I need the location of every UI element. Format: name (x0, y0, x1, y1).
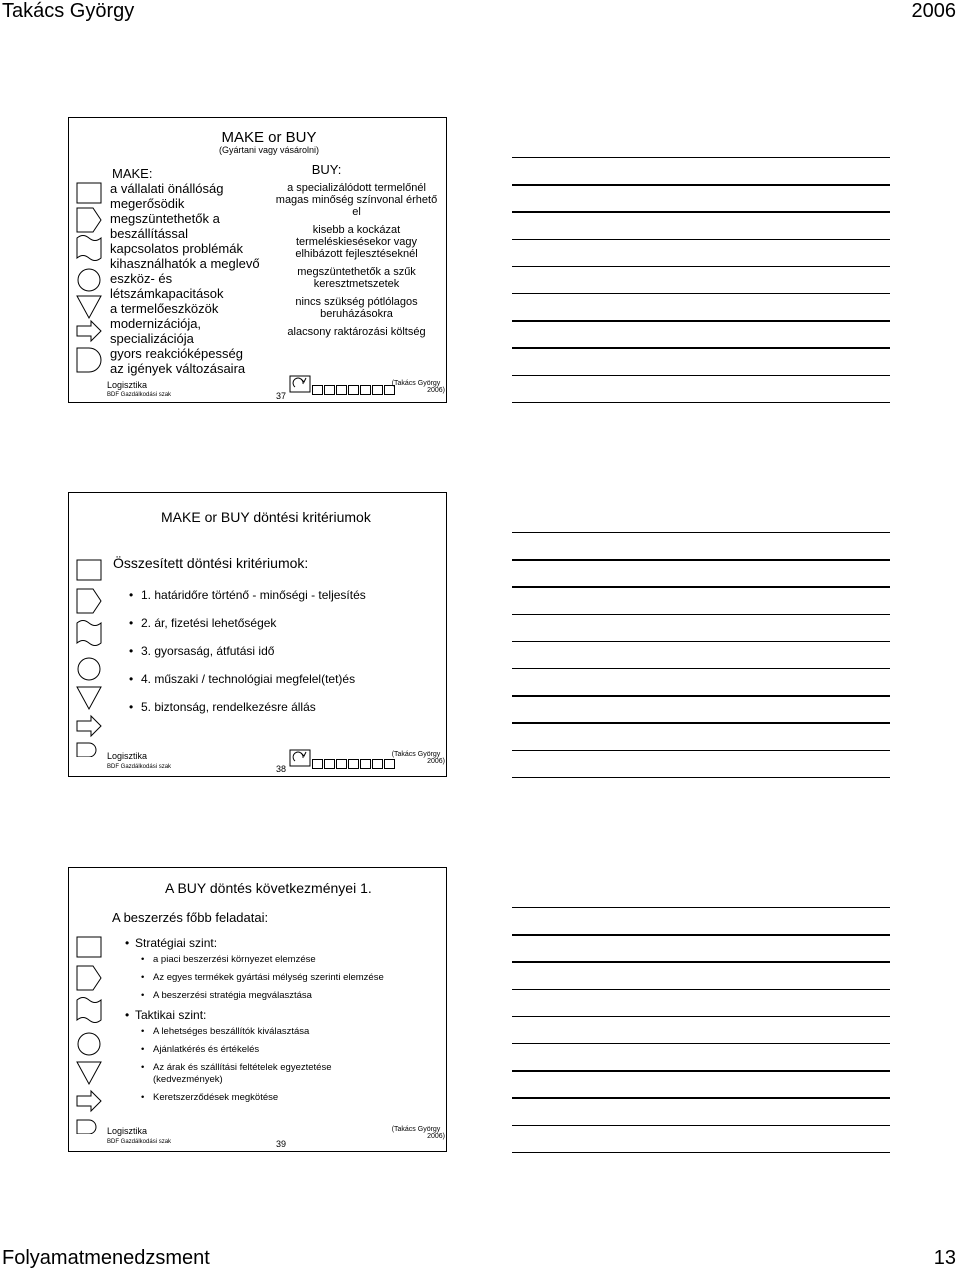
slide-page-number: 39 (276, 1139, 287, 1149)
slide-title: MAKE or BUY döntési kritériumok (161, 509, 371, 525)
list-item: • a piaci beszerzési környezet elemzése (141, 954, 445, 966)
list-item: • Az árak és szállítási feltételek egyeztetése (kedvezmények) (141, 1062, 371, 1086)
buy-item: alacsony raktározási költség (287, 326, 426, 338)
list-item: • 3. gyorsaság, átfutási idő (129, 637, 366, 665)
notes-line (512, 559, 890, 560)
slide-title: A BUY döntés következményei 1. (165, 880, 372, 896)
notes-line (512, 777, 890, 778)
nav-icons (289, 375, 311, 398)
notes-line (512, 184, 890, 185)
list-item: • 1. határidőre történő - minőségi - teljesítés (129, 581, 366, 609)
slide-page-number: 38 (276, 764, 287, 774)
page-header-author: Takács György (2, 0, 135, 22)
slide-footer-author (387, 1126, 445, 1140)
notes-line (512, 750, 890, 751)
recycle-icon (289, 749, 311, 767)
notes-line (512, 320, 890, 321)
nav-icons (289, 749, 311, 772)
notes-line (512, 293, 890, 294)
tasks-list (125, 936, 445, 1104)
list-item: • 5. biztonság, rendelkezésre állás (129, 693, 366, 721)
checkbox-row (312, 756, 396, 774)
notes-line (512, 641, 890, 642)
notes-line (512, 532, 890, 533)
list-heading-strategic: • Stratégiai szint: (125, 936, 445, 951)
slide-footer-course: Logisztika (107, 751, 148, 761)
author-line: (Takács György (391, 751, 441, 758)
buy-column (274, 164, 439, 338)
author-year: 2006) (427, 387, 445, 394)
notes-line (512, 1016, 890, 1017)
notes-line (512, 1152, 890, 1153)
notes-line (512, 157, 890, 158)
slide-footer-course: Logisztika (107, 380, 148, 390)
slide-38 (68, 492, 447, 777)
slide-title: MAKE or BUY (221, 129, 317, 146)
notes-line (512, 961, 890, 962)
slide-37 (68, 117, 447, 403)
list-item: • 4. műszaki / technológiai megfelel(tet)és (129, 665, 366, 693)
slide-footer-school: BDF Gazdálkodási szak (107, 764, 172, 770)
buy-item: megszüntethetők a szűk keresztmetszetek (297, 266, 416, 290)
list-item: • Az egyes termékek gyártási mélység szerinti elemzése (141, 972, 445, 984)
slide-footer-author (387, 380, 445, 394)
notes-line (512, 1125, 890, 1126)
slide-39 (68, 867, 447, 1152)
slide-subtitle: (Gyártani vagy vásárolni) (218, 145, 320, 155)
notes-line (512, 907, 890, 908)
page-footer-page-number: 13 (933, 1247, 956, 1269)
list-item: • A lehetséges beszállítók kiválasztása (141, 1026, 371, 1038)
slide-intro: A beszerzés főbb feladatai: (112, 910, 269, 925)
flowchart-shapes-icon (76, 180, 106, 376)
notes-line (512, 614, 890, 615)
list-item: • 2. ár, fizetési lehetőségek (129, 609, 366, 637)
list-heading-tactical: • Taktikai szint: (125, 1008, 445, 1023)
criteria-list (129, 581, 366, 721)
tactical-list (141, 1026, 371, 1104)
make-column (110, 166, 260, 376)
notes-line (512, 1070, 890, 1071)
list-item: • Keretszerződések megkötése (141, 1092, 371, 1104)
notes-line (512, 266, 890, 267)
make-item: a vállalati önállóság megerősödik (110, 181, 224, 211)
make-item: megszüntethetők a beszállítással kapcsolatos problémák (110, 211, 243, 256)
list-item: • Ajánlatkérés és értékelés (141, 1044, 371, 1056)
slide-footer-school: BDF Gazdálkodási szak (107, 1139, 172, 1145)
notes-line (512, 695, 890, 696)
checkbox-row (312, 382, 396, 400)
notes-line (512, 989, 890, 990)
make-item: gyors reakcióképesség az igények változásaira (110, 346, 246, 376)
notes-line (512, 239, 890, 240)
flowchart-shapes-icon (76, 557, 106, 757)
slide-intro: Összesített döntési kritériumok: (113, 555, 309, 571)
buy-item: kisebb a kockázat termeléskiesésekor vagy elhibázott fejlesztéseknél (295, 224, 418, 260)
slide-footer-author (387, 751, 445, 765)
page-header-year: 2006 (911, 0, 956, 22)
author-line: (Takács György (391, 1126, 441, 1133)
notes-line (512, 668, 890, 669)
buy-item: nincs szükség pótlólagos beruházásokra (295, 296, 418, 320)
make-item: kihasználhatók a meglevő eszköz- és létszámkapacitások (110, 256, 260, 301)
flowchart-shapes-icon (76, 934, 106, 1134)
author-year: 2006) (427, 1133, 445, 1140)
buy-item: a specializálódott termelőnél magas minőség színvonal érhető el (275, 182, 438, 218)
notes-line (512, 402, 890, 403)
notes-line (512, 1043, 890, 1044)
notes-line (512, 1097, 890, 1098)
list-item: • A beszerzési stratégia megválasztása (141, 990, 445, 1002)
notes-line (512, 586, 890, 587)
notes-line (512, 375, 890, 376)
make-item: a termelőeszközök modernizációja, specializációja (110, 301, 219, 346)
strategic-list (141, 954, 445, 1002)
slide-page-number: 37 (276, 391, 287, 401)
notes-line (512, 934, 890, 935)
slide-footer-course: Logisztika (107, 1126, 148, 1136)
make-heading: MAKE: (112, 166, 153, 181)
slide-footer-school: BDF Gazdálkodási szak (107, 392, 172, 398)
author-year: 2006) (427, 758, 445, 765)
notes-line (512, 347, 890, 348)
author-line: (Takács György (391, 380, 441, 387)
buy-heading: BUY: (311, 162, 342, 177)
notes-line (512, 722, 890, 723)
page-footer-title: Folyamatmenedzsment (2, 1247, 210, 1269)
recycle-icon (289, 375, 311, 393)
notes-line (512, 211, 890, 212)
